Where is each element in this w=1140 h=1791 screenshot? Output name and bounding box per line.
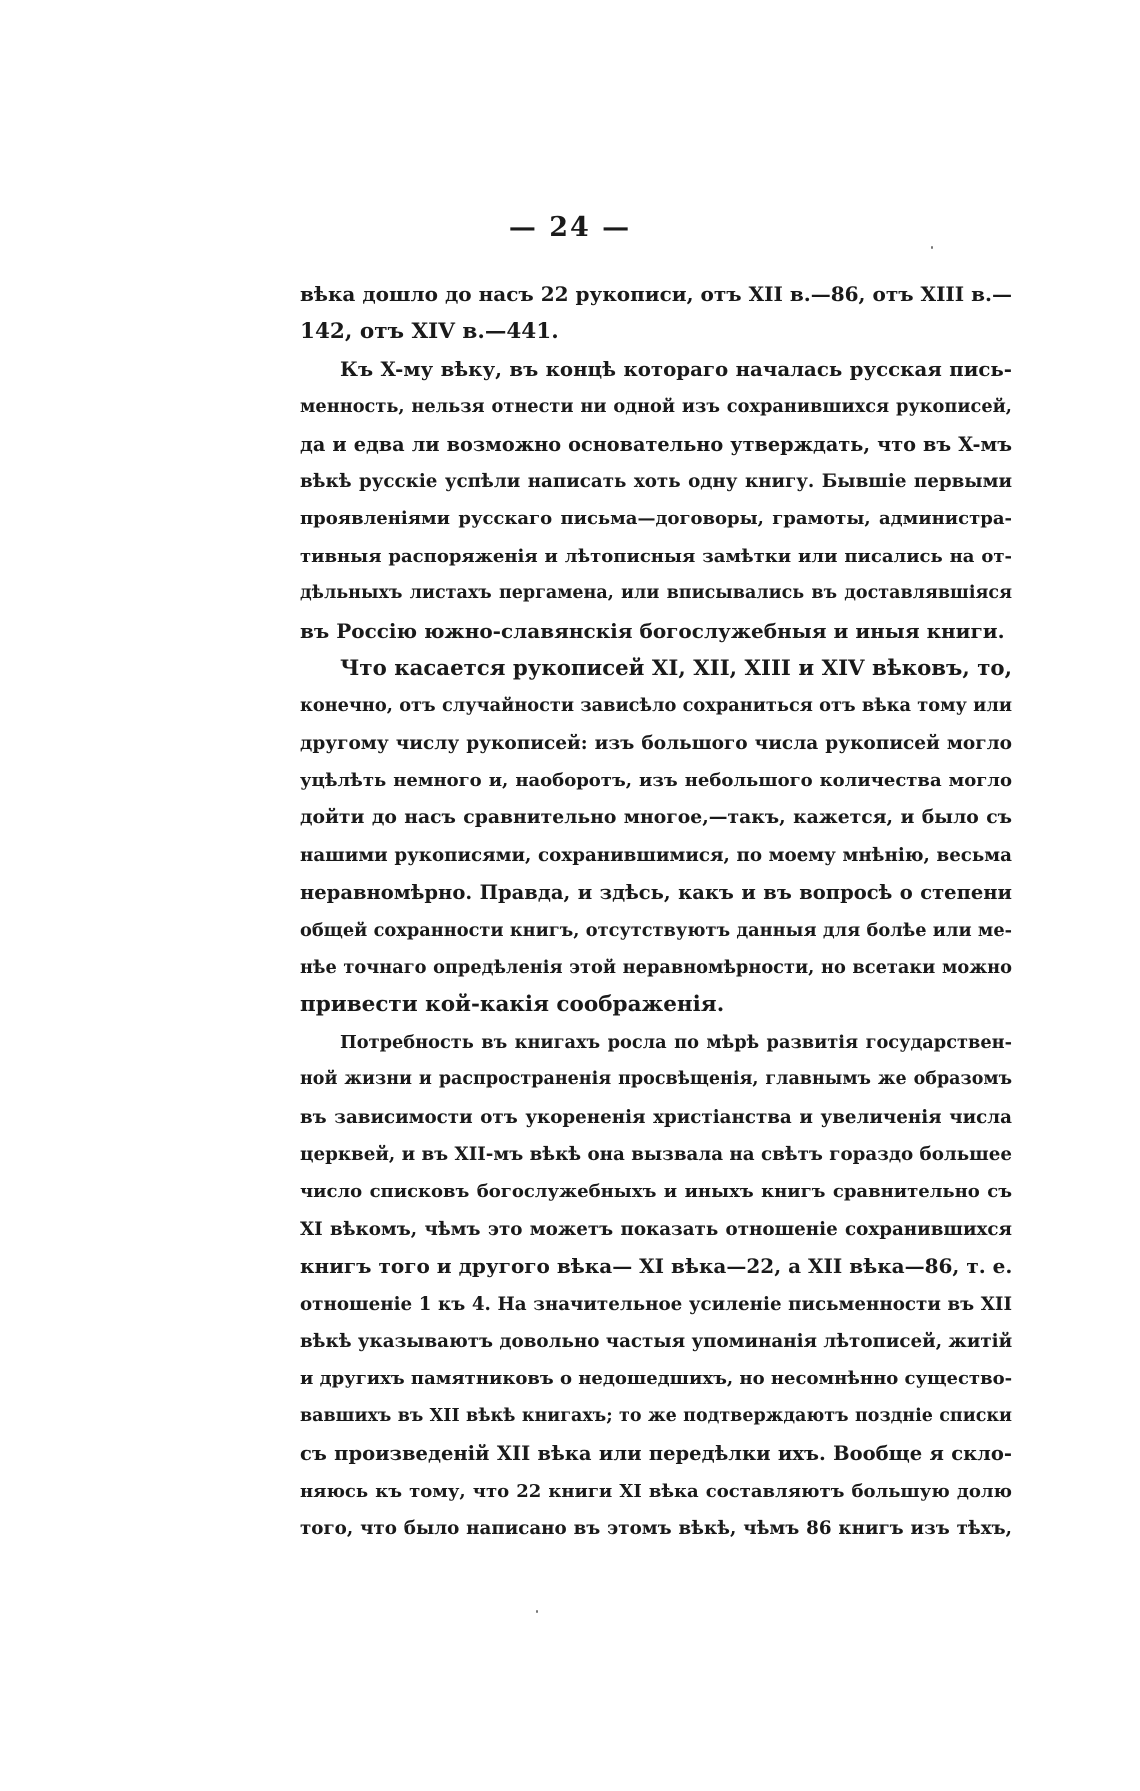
text-line: вѣкѣ указываютъ довольно частыя упоминанія лѣтописей, житій	[300, 1330, 1012, 1352]
text-line: уцѣлѣть немного и, наоборотъ, изъ небольшого количества могло	[300, 770, 1012, 792]
text-line: конечно, отъ случайности зависѣло сохраниться отъ вѣка тому или	[300, 695, 1012, 717]
text-line: нѣе точнаго опредѣленія этой неравномѣрности, но всетаки можно	[300, 957, 1012, 979]
text-line: другому числу рукописей: изъ большого числа рукописей могло	[300, 732, 1012, 754]
text-line: въ Россію южно-славянскія богослужебныя и иныя книги.	[300, 618, 1005, 643]
text-line: вавшихъ въ XII вѣкѣ книгахъ; то же подтверждаютъ поздніе списки	[300, 1405, 1012, 1426]
text-line: дѣльныхъ листахъ пергамена, или вписывались въ доставлявшіяся	[300, 583, 1012, 604]
body-text	[300, 276, 1012, 1547]
text-line: отношеніе 1 къ 4. На значительное усиленіе письменности въ XII	[300, 1293, 1012, 1315]
text-line: менность, нельзя отнести ни одной изъ сохранившихся рукописей,	[300, 396, 1012, 418]
paper-speck	[931, 246, 933, 249]
text-line: нашими рукописями, сохранившимися, по моему мнѣнію, весьма	[300, 844, 1012, 866]
text-line: неравномѣрно. Правда, и здѣсь, какъ и въ вопросѣ о степени	[300, 881, 1012, 905]
text-line: книгъ того и другого вѣка— XI вѣка—22, а XII вѣка—86, т. е.	[300, 1254, 1012, 1279]
text-line: церквей, и въ XII-мъ вѣкѣ она вызвала на свѣтъ гораздо большее	[300, 1143, 1012, 1165]
text-line: 142, отъ XIV в.—441.	[300, 319, 559, 345]
paragraph-first-line: Что касается рукописей XI, XII, XIII и XIV вѣковъ, то,	[340, 655, 1012, 681]
text-line: XI вѣкомъ, чѣмъ это можетъ показать отношеніе сохранившихся	[300, 1218, 1012, 1240]
text-line: общей сохранности книгъ, отсутствуютъ данныя для болѣе или ме-	[300, 919, 1012, 941]
text-line: дойти до насъ сравнительно многое,—такъ, кажется, и было съ	[300, 806, 1012, 829]
text-line: няюсь къ тому, что 22 книги XI вѣка составляютъ большую долю	[300, 1480, 1012, 1502]
paper-speck	[536, 1610, 538, 1613]
paragraph-first-line: Потребность въ книгахъ росла по мѣрѣ развитія государствен-	[340, 1031, 1012, 1053]
text-line: привести кой-какія соображенія.	[300, 992, 725, 1018]
page-number: — 24 —	[508, 212, 632, 243]
text-line: съ произведеній XII вѣка или передѣлки ихъ. Вообще я скло-	[300, 1442, 1012, 1466]
paragraph-first-line: Къ X-му вѣку, въ концѣ котораго началась русская пись-	[340, 356, 1012, 381]
text-line: проявленіями русскаго письма—договоры, грамоты, администра-	[300, 508, 1012, 530]
text-line: того, что было написано въ этомъ вѣкѣ, чѣмъ 86 книгъ изъ тѣхъ,	[300, 1517, 1012, 1539]
text-line: вѣка дошло до насъ 22 рукописи, отъ XII в.—86, отъ XIII в.—	[300, 282, 1012, 306]
text-line: въ зависимости отъ укорененія христіанства и увеличенія числа	[300, 1106, 1012, 1128]
text-line: вѣкѣ русскіе успѣли написать хоть одну книгу. Бывшіе первыми	[300, 470, 1012, 492]
text-line: число списковъ богослужебныхъ и иныхъ книгъ сравнительно съ	[300, 1181, 1012, 1203]
text-line: тивныя распоряженія и лѣтописныя замѣтки или писались на от-	[300, 545, 1012, 567]
text-line: да и едва ли возможно основательно утверждать, что въ X-мъ	[300, 432, 1012, 456]
text-line: и другихъ памятниковъ о недошедшихъ, но несомнѣнно существо-	[300, 1368, 1012, 1390]
text-line: ной жизни и распространенія просвѣщенія, главнымъ же образомъ	[300, 1069, 1012, 1090]
